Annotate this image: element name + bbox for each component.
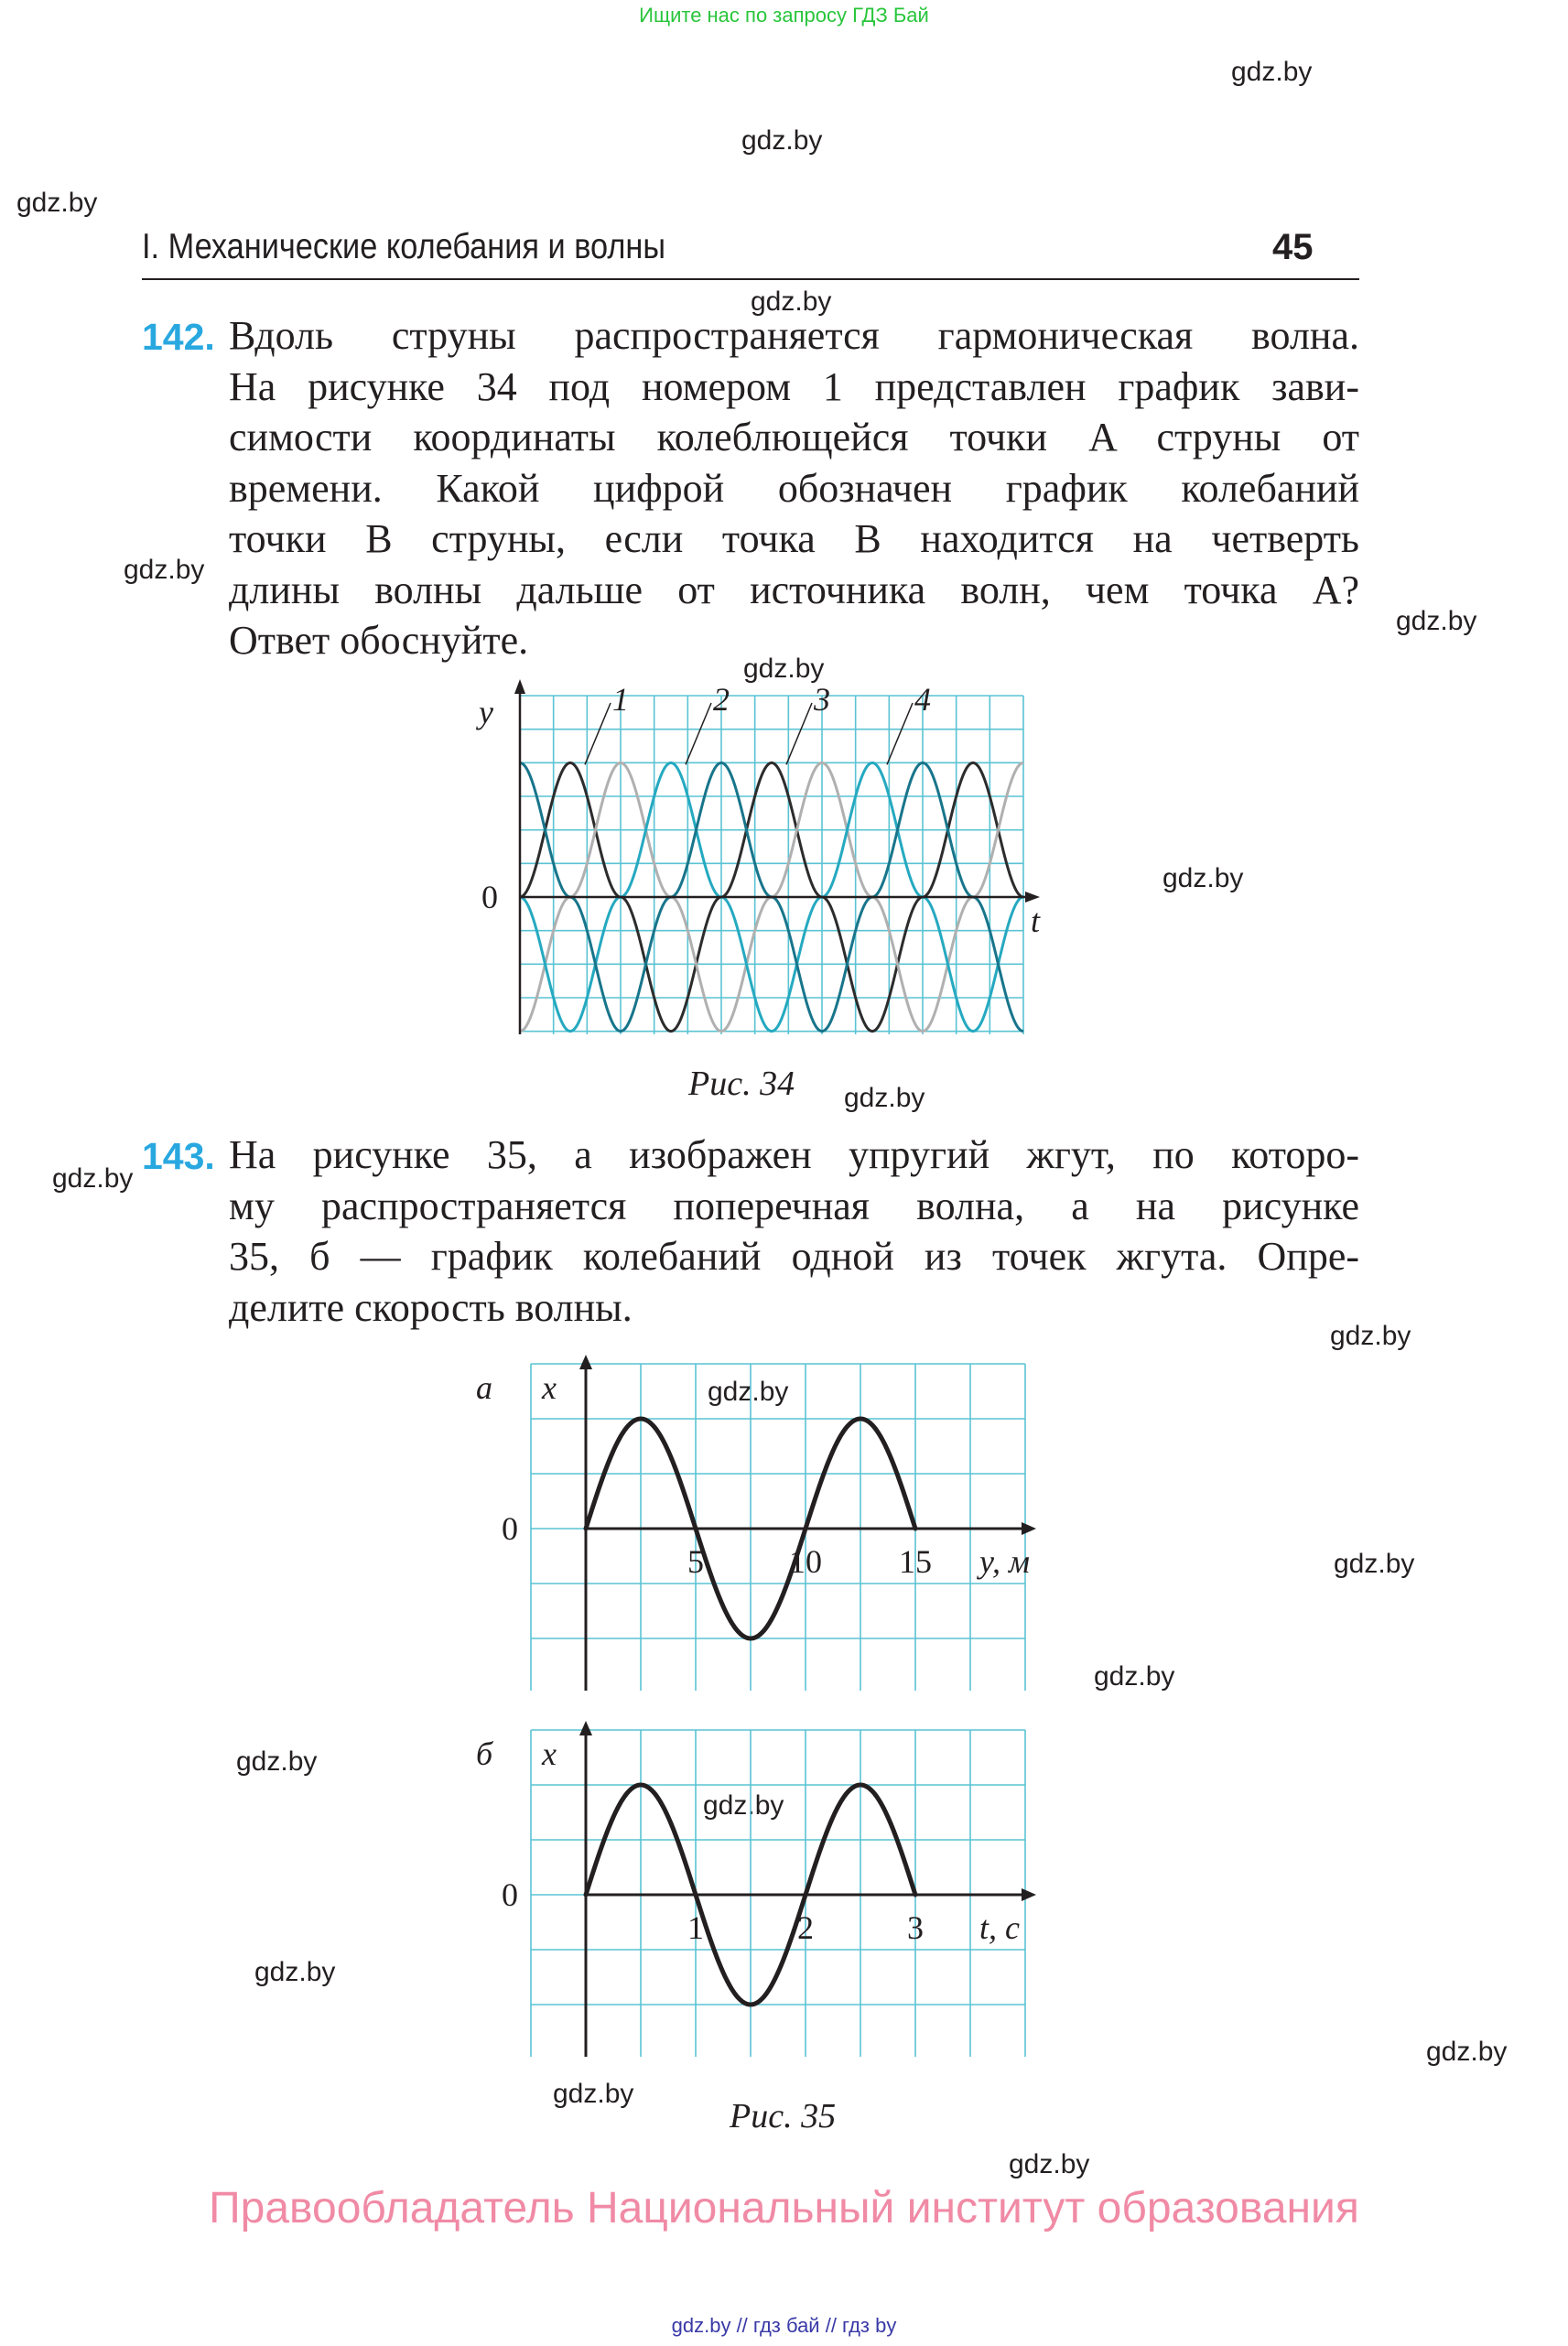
watermark: gdz.by — [1396, 606, 1477, 636]
figure-34-chart — [458, 677, 1053, 1043]
x-tick-label: 3 — [907, 1909, 924, 1946]
problem-line: 35, б — график колебаний одной из точек жгута. Опре- — [229, 1234, 1359, 1279]
y-axis-arrow — [514, 679, 525, 694]
figure-35a-chart — [458, 1355, 1080, 1703]
watermark: gdz.by — [1231, 57, 1313, 87]
watermark: gdz.by — [708, 1377, 789, 1407]
problem-line: му распространяется поперечная волна, а на рисунке — [229, 1183, 1359, 1228]
problem-line: времени. Какой цифрой обозначен график колебаний — [229, 465, 1359, 511]
origin-label: 0 — [481, 879, 498, 915]
copyright-footer: Правообладатель Национальный институт образования — [209, 2184, 1359, 2232]
origin-label: 0 — [502, 1510, 518, 1547]
figure-34-caption: Рис. 34 — [688, 1065, 795, 1103]
series-4-label: 4 — [914, 681, 931, 718]
problem-line: Ответ обоснуйте. — [229, 618, 529, 663]
watermark: gdz.by — [1334, 1549, 1415, 1579]
watermark: gdz.by — [16, 188, 98, 218]
watermark: gdz.by — [1009, 2149, 1090, 2179]
search-hint: Ищите нас по запросу ГДЗ Бай — [639, 4, 929, 27]
problem-number: 142. — [142, 316, 215, 358]
x-tick-label: 10 — [789, 1543, 822, 1580]
watermark: gdz.by — [236, 1746, 318, 1777]
x-tick-label: 5 — [687, 1543, 704, 1580]
panel-label: б — [476, 1735, 493, 1772]
problem-line: На рисунке 34 под номером 1 представлен график зави- — [229, 363, 1359, 409]
watermark: gdz.by — [52, 1163, 134, 1194]
series-label-leader — [786, 703, 812, 764]
y-axis-arrow — [579, 1355, 592, 1369]
y-axis-label: y — [479, 694, 493, 730]
watermark: gdz.by — [1330, 1321, 1411, 1351]
x-tick-label: 1 — [687, 1909, 704, 1946]
watermark: gdz.by — [703, 1790, 784, 1821]
watermark: gdz.by — [743, 654, 825, 684]
series-2-label: 2 — [713, 681, 730, 718]
x-tick-label: 2 — [797, 1909, 814, 1946]
series-label-leader — [887, 703, 913, 764]
x-axis-label: y, м — [979, 1543, 1030, 1580]
section-title: I. Механические колебания и волны — [142, 227, 666, 266]
problem-line: точки B струны, если точка B находится на четверть — [229, 516, 1359, 561]
figure-35b-chart — [458, 1721, 1080, 2069]
watermark: gdz.by — [124, 555, 205, 585]
series-3-label: 3 — [814, 681, 830, 718]
problem-line: Вдоль струны распространяется гармоническая волна. — [229, 313, 1359, 358]
problem-line: длины волны дальше от источника волн, чем точка A? — [229, 567, 1359, 612]
x-axis-arrow — [1025, 892, 1040, 903]
watermark: gdz.by — [1094, 1661, 1175, 1692]
watermark: gdz.by — [751, 286, 832, 317]
problem-line: На рисунке 35, а изображен упругий жгут, по которо- — [229, 1132, 1359, 1177]
x-axis-label: t — [1031, 903, 1041, 939]
x-tick-label: 15 — [899, 1543, 932, 1580]
watermark: gdz.by — [254, 1957, 336, 1987]
watermark: gdz.by — [1426, 2037, 1508, 2067]
watermark: gdz.by — [844, 1083, 925, 1113]
problem-line: симости координаты колеблющейся точки A струны от — [229, 415, 1359, 459]
y-axis-arrow — [579, 1721, 592, 1735]
problem-line: делите скорость волны. — [229, 1284, 633, 1330]
watermark: gdz.by — [1162, 863, 1244, 893]
header-rule — [142, 278, 1359, 280]
panel-label: а — [476, 1369, 492, 1406]
series-1-label: 1 — [612, 681, 629, 718]
problem-number: 143. — [142, 1135, 215, 1177]
y-axis-label: x — [542, 1369, 557, 1406]
page-number: 45 — [1272, 227, 1314, 267]
problem-text — [229, 1130, 1359, 1333]
y-axis-label: x — [542, 1735, 557, 1772]
origin-label: 0 — [502, 1876, 518, 1913]
x-axis-arrow — [1022, 1522, 1036, 1535]
series-label-leader — [686, 703, 711, 764]
bottom-links[interactable]: gdz.by // гдз бай // гдз by — [671, 2314, 897, 2337]
watermark: gdz.by — [553, 2079, 634, 2109]
x-axis-arrow — [1022, 1888, 1036, 1901]
figure-35-caption: Рис. 35 — [730, 2097, 837, 2135]
series-label-leader — [585, 703, 611, 764]
watermark: gdz.by — [741, 125, 823, 156]
x-axis-label: t, с — [979, 1909, 1020, 1946]
problem-text — [229, 310, 1359, 666]
